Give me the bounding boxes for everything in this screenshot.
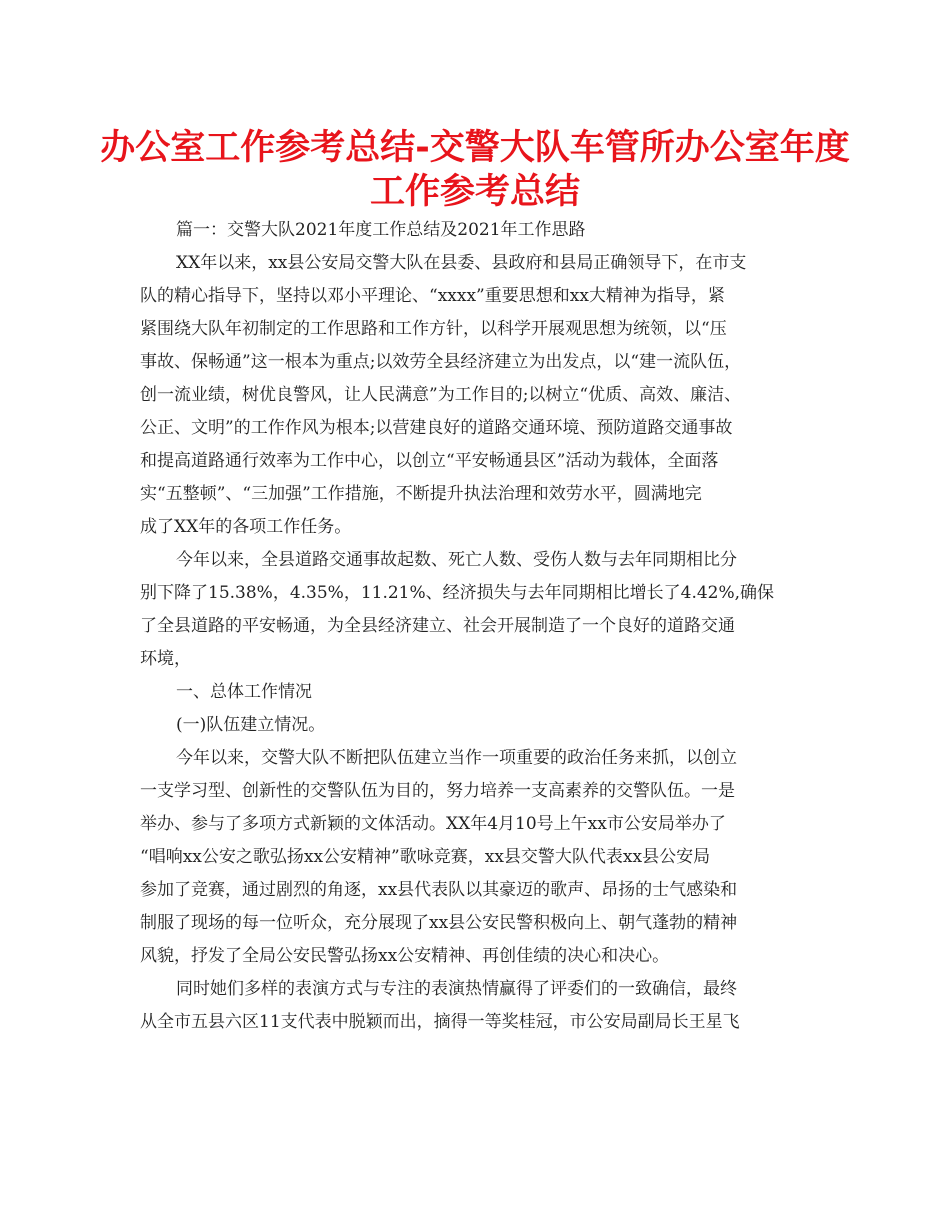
text-line: “唱响xx公安之歌弘扬xx公安精神”歌咏竞赛，xx县交警大队代表xx县公安局 [140, 847, 711, 867]
paragraph [140, 544, 810, 676]
text-line: 风貌，抒发了全局公安民警弘扬xx公安精神、再创佳绩的决心和决心。 [140, 946, 670, 966]
paragraph [140, 676, 810, 709]
text-line: 篇一：交警大队2021年度工作总结及2021年工作思路 [176, 220, 586, 240]
text-line: 公正、文明”的工作作风为根本;以营建良好的道路交通环境、预防道路交通事故 [140, 418, 733, 438]
text-line: 举办、参与了多项方式新颖的文体活动。XX年4月10号上午xx市公安局举办了 [140, 814, 726, 834]
text-line: 今年以来，全县道路交通事故起数、死亡人数、受伤人数与去年同期相比分 [176, 550, 737, 570]
text-line: 从全市五县六区11支代表中脱颖而出，摘得一等奖桂冠，市公安局副局长王星飞 [140, 1012, 740, 1032]
text-line: 今年以来，交警大队不断把队伍建立当作一项重要的政治任务来抓，以创立 [176, 748, 737, 768]
text-line: 同时她们多样的表演方式与专注的表演热情赢得了评委们的一致确信，最终 [176, 979, 737, 999]
text-line: 和提高道路通行效率为工作中心，以创立“平安畅通县区”活动为载体，全面落 [140, 451, 719, 471]
text-line: 一支学习型、创新性的交警队伍为目的，努力培养一支高素养的交警队伍。一是 [140, 781, 735, 801]
text-line: XX年以来，xx县公安局交警大队在县委、县政府和县局正确领导下，在市支 [176, 253, 747, 273]
text-line: 紧围绕大队年初制定的工作思路和工作方针，以科学开展观思想为统领，以“压 [140, 319, 727, 339]
paragraph [140, 247, 810, 544]
text-line: 创一流业绩，树优良警风，让人民满意”为工作目的;以树立“优质、高效、廉洁、 [140, 385, 742, 405]
text-line: 队的精心指导下，坚持以邓小平理论、“xxxx”重要思想和xx大精神为指导，紧 [140, 286, 725, 306]
paragraph [140, 973, 810, 1039]
text-line: 实“五整顿”、“三加强”工作措施，不断提升执法治理和效劳水平，圆满地完 [140, 484, 702, 504]
text-line: 了全县道路的平安畅通，为全县经济建立、社会开展制造了一个良好的道路交通 [140, 616, 735, 636]
paragraph [140, 742, 810, 973]
text-line: 事故、保畅通”这一根本为重点;以效劳全县经济建立为出发点，以“建一流队伍， [140, 352, 742, 372]
document-title-line-1: 办公室工作参考总结-交警大队车管所办公室年度 [100, 128, 850, 168]
text-line: 环境， [140, 649, 191, 669]
text-line: 参加了竞赛，通过剧烈的角逐，xx县代表队以其豪迈的歌声、昂扬的士气感染和 [140, 880, 738, 900]
document-title-line-2: 工作参考总结 [369, 172, 580, 212]
document-body [140, 214, 810, 1039]
text-line: 一、总体工作情况 [176, 682, 312, 702]
paragraph [140, 214, 810, 247]
text-line: 别下降了15.38%，4.35%，11.21%、经济损失与去年同期相比增长了4.42%,确保 [140, 583, 775, 603]
paragraph [140, 709, 810, 742]
text-line: 成了XX年的各项工作任务。 [140, 517, 352, 537]
text-line: (一)队伍建立情况。 [176, 715, 326, 735]
text-line: 制服了现场的每一位听众，充分展现了xx县公安民警积极向上、朝气蓬勃的精神 [140, 913, 738, 933]
